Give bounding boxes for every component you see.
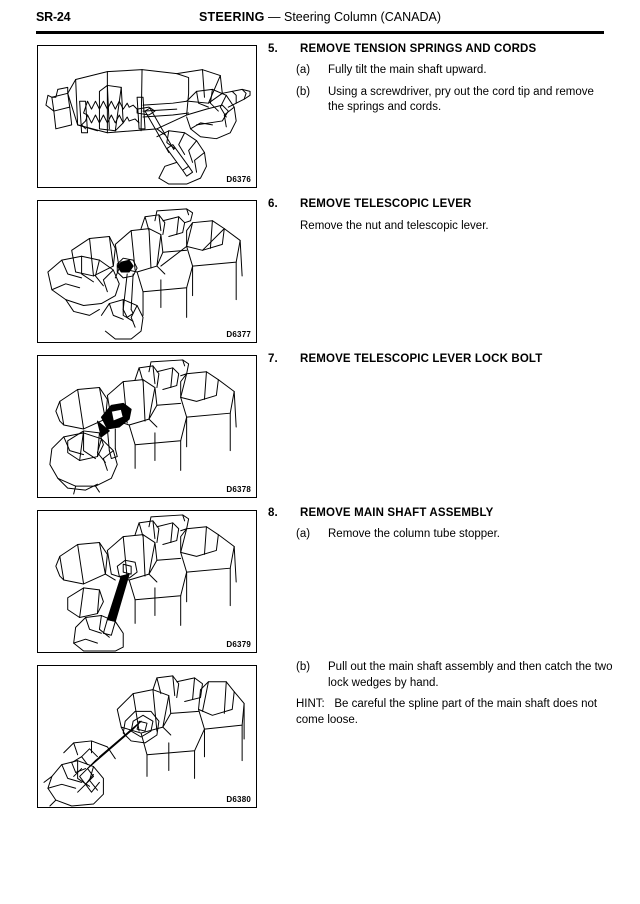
figure-column	[37, 45, 259, 820]
page-header	[36, 10, 604, 30]
hint-text: Be careful the spline part of the main shaft does not come loose.	[296, 698, 598, 726]
figure-code: D6379	[226, 640, 251, 649]
step-8-item-a-label: (a)	[296, 528, 311, 540]
figure-code: D6378	[226, 485, 251, 494]
step-7-title: REMOVE TELESCOPIC LEVER LOCK BOLT	[300, 353, 543, 365]
step-8-number: 8.	[268, 507, 278, 519]
figure-d6379-artwork	[38, 511, 256, 652]
step-8-item-b-text: Pull out the main shaft assembly and then catch the two lock wedges by hand.	[328, 661, 613, 689]
step-8-continued	[268, 660, 616, 728]
step-5-item-a-text: Fully tilt the main shaft upward.	[328, 64, 487, 76]
figure-code: D6376	[226, 175, 251, 184]
step-8-hint	[268, 697, 616, 728]
figure-d6377	[37, 200, 257, 343]
step-8-item-b-label: (b)	[296, 661, 311, 673]
figure-d6376-artwork	[38, 46, 256, 187]
header-rule	[36, 31, 604, 34]
figure-code: D6380	[226, 795, 251, 804]
figure-d6378-artwork	[38, 356, 256, 497]
figure-d6377-artwork	[38, 201, 256, 342]
step-5-item-a-label: (a)	[296, 64, 311, 76]
step-8-heading	[268, 506, 608, 521]
step-7-heading	[268, 352, 608, 367]
figure-d6376	[37, 45, 257, 188]
step-8-title: REMOVE MAIN SHAFT ASSEMBLY	[300, 507, 494, 519]
figure-d6380-artwork	[38, 666, 256, 807]
step-5-number: 5.	[268, 43, 278, 55]
step-8-item-a-text: Remove the column tube stopper.	[328, 528, 500, 540]
page-folio: SR-24	[36, 10, 71, 24]
step-6-body: Remove the nut and telescopic lever.	[300, 220, 489, 232]
running-head-separator: —	[268, 10, 281, 24]
step-5-item-b-text: Using a screwdriver, pry out the cord tip and remove the springs and cords.	[328, 85, 594, 113]
running-head-section: STEERING	[199, 10, 265, 24]
step-6-heading	[268, 197, 608, 212]
step-8	[268, 506, 608, 543]
step-5-item-a	[268, 63, 608, 79]
step-5	[268, 42, 608, 116]
running-head	[36, 10, 604, 24]
step-5-item-b	[268, 85, 608, 116]
step-8-item-b	[268, 660, 616, 691]
running-head-subsection: Steering Column (CANADA)	[283, 10, 441, 24]
step-5-title: REMOVE TENSION SPRINGS AND CORDS	[300, 43, 537, 55]
step-7	[268, 352, 608, 367]
figure-d6379	[37, 510, 257, 653]
step-6-title: REMOVE TELESCOPIC LEVER	[300, 198, 472, 210]
figure-d6378	[37, 355, 257, 498]
step-6	[268, 197, 608, 235]
step-8-item-a	[268, 527, 608, 543]
figure-d6380	[37, 665, 257, 808]
step-6-number: 6.	[268, 198, 278, 210]
hint-label: HINT:	[296, 698, 325, 710]
step-5-heading	[268, 42, 608, 57]
step-7-number: 7.	[268, 353, 278, 365]
figure-code: D6377	[226, 330, 251, 339]
step-5-item-b-label: (b)	[296, 85, 311, 98]
